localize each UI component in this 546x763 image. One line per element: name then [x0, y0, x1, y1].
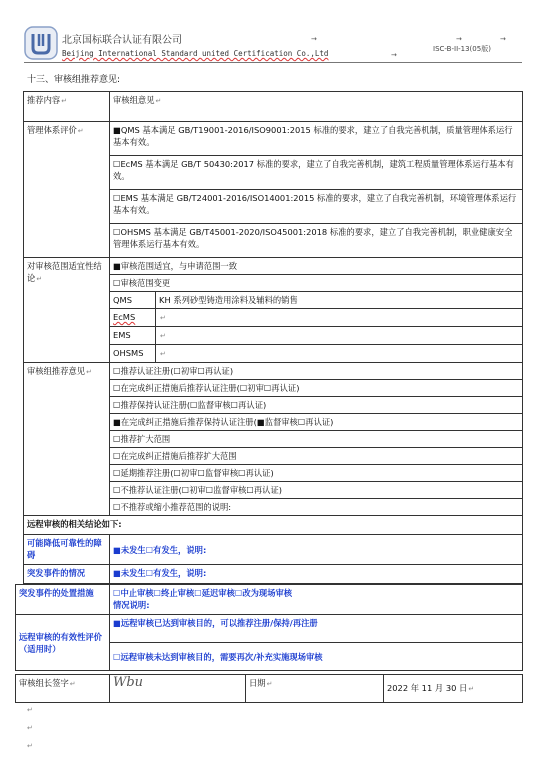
rec-label: 审核组推荐意见↵	[24, 363, 110, 516]
leader-signature: Wbu	[110, 675, 246, 703]
rec-item: ☐不推荐或缩小推荐范围的说明:	[110, 499, 523, 516]
header-rule	[24, 62, 522, 63]
rec-item: ■在完成纠正措施后推荐保持认证注册(■监督审核☐再认证)	[110, 414, 523, 431]
organization-name-en: Beijing International Standard united Certification Co.,Ltd	[62, 49, 329, 58]
leader-signature-label: 审核组长签字↵	[16, 675, 110, 703]
scope-system: OHSMS	[110, 345, 156, 363]
effectiveness-item: ■远程审核已达到审核目的，可以推荐注册/保持/再注册	[110, 615, 523, 643]
effectiveness-label: 远程审核的有效性评价（适用时）	[16, 615, 110, 671]
page-header	[0, 0, 546, 66]
mgmt-item: ■QMS 基本满足 GB/T19001-2016/ISO9001:2015 标准的要求，建立了自我完善机制，质量管理体系运行基本有效。	[110, 122, 523, 156]
scope-value: ↵	[156, 309, 523, 327]
organization-name-cn: 北京国标联合认证有限公司	[62, 35, 182, 46]
rec-item: ☐推荐保持认证注册(☐监督审核☐再认证)	[110, 397, 523, 414]
scope-value: ↵	[156, 345, 523, 363]
emergency-value: ■未发生☐有发生，说明:	[110, 565, 523, 584]
scope-item: ☐审核范围变更	[110, 275, 523, 292]
recommendation-table	[23, 91, 523, 584]
signature-table	[15, 674, 523, 703]
return-arrow-icon: →	[311, 35, 317, 43]
paragraph-mark-icon: ↵	[27, 742, 33, 750]
handling-value: ☐中止审核☐终止审核☐延迟审核☐改为现场审核 情况说明:	[110, 585, 523, 615]
scope-system: EMS	[110, 327, 156, 345]
mgmt-item: ☐EMS 基本满足 GB/T24001-2016/ISO14001:2015 标准的要求，建立了自我完善机制，环境管理体系运行基本有效。	[110, 190, 523, 224]
paragraph-mark-icon: ↵	[27, 724, 33, 732]
remote-eval-table	[15, 584, 523, 671]
section-title: 十三、审核组推荐意见:	[27, 75, 121, 85]
emergency-label: 突发事件的情况	[24, 565, 110, 584]
rec-item: ☐不推荐认证注册(☐初审☐监督审核☐再认证)	[110, 482, 523, 499]
company-logo-icon	[24, 26, 58, 60]
remote-obstacle-value: ■未发生☐有发生，说明:	[110, 535, 523, 565]
rec-item: ☐推荐扩大范围	[110, 431, 523, 448]
col-head-content: 推荐内容↵	[24, 92, 110, 122]
scope-value: ↵	[156, 327, 523, 345]
return-arrow-icon: →	[500, 35, 506, 43]
scope-label: 对审核范围适宜性结论↵	[24, 258, 110, 363]
mgmt-label: 管理体系评价↵	[24, 122, 110, 258]
mgmt-item: ☐EcMS 基本满足 GB/T 50430:2017 标准的要求，建立了自我完善机制，建筑工程质量管理体系运行基本有效。	[110, 156, 523, 190]
rec-item: ☐在完成纠正措施后推荐认证注册(☐初审☐再认证)	[110, 380, 523, 397]
document-code: ISC-B-II-13(05版)	[433, 45, 491, 53]
return-arrow-icon: →	[456, 35, 462, 43]
handling-label: 突发事件的处置措施	[16, 585, 110, 615]
remote-obstacle-label: 可能降低可靠性的障碍	[24, 535, 110, 565]
scope-system: QMS	[110, 292, 156, 309]
scope-item: ■审核范围适宜，与申请范围一致	[110, 258, 523, 275]
remote-heading: 远程审核的相关结论如下:	[24, 516, 523, 535]
return-arrow-icon: →	[391, 51, 397, 59]
col-head-opinion: 审核组意见↵	[110, 92, 523, 122]
rec-item: ☐延期推荐注册(☐初审☐监督审核☐再认证)	[110, 465, 523, 482]
date-value: 2022 年 11 月 30 日↵	[384, 675, 523, 703]
effectiveness-item: ☐远程审核未达到审核目的，需要再次/补充实施现场审核	[110, 643, 523, 671]
scope-value: KH 系列砂型铸造用涂料及辅料的销售	[156, 292, 523, 309]
date-label: 日期↵	[246, 675, 384, 703]
mgmt-item: ☐OHSMS 基本满足 GB/T45001-2020/ISO45001:2018 标准的要求，建立了自我完善机制，职业健康安全管理体系运行基本有效。	[110, 224, 523, 258]
rec-item: ☐在完成纠正措施后推荐扩大范围	[110, 448, 523, 465]
rec-item: ☐推荐认证注册(☐初审☐再认证)	[110, 363, 523, 380]
scope-system: EcMS	[110, 309, 156, 327]
paragraph-mark-icon: ↵	[27, 706, 33, 714]
